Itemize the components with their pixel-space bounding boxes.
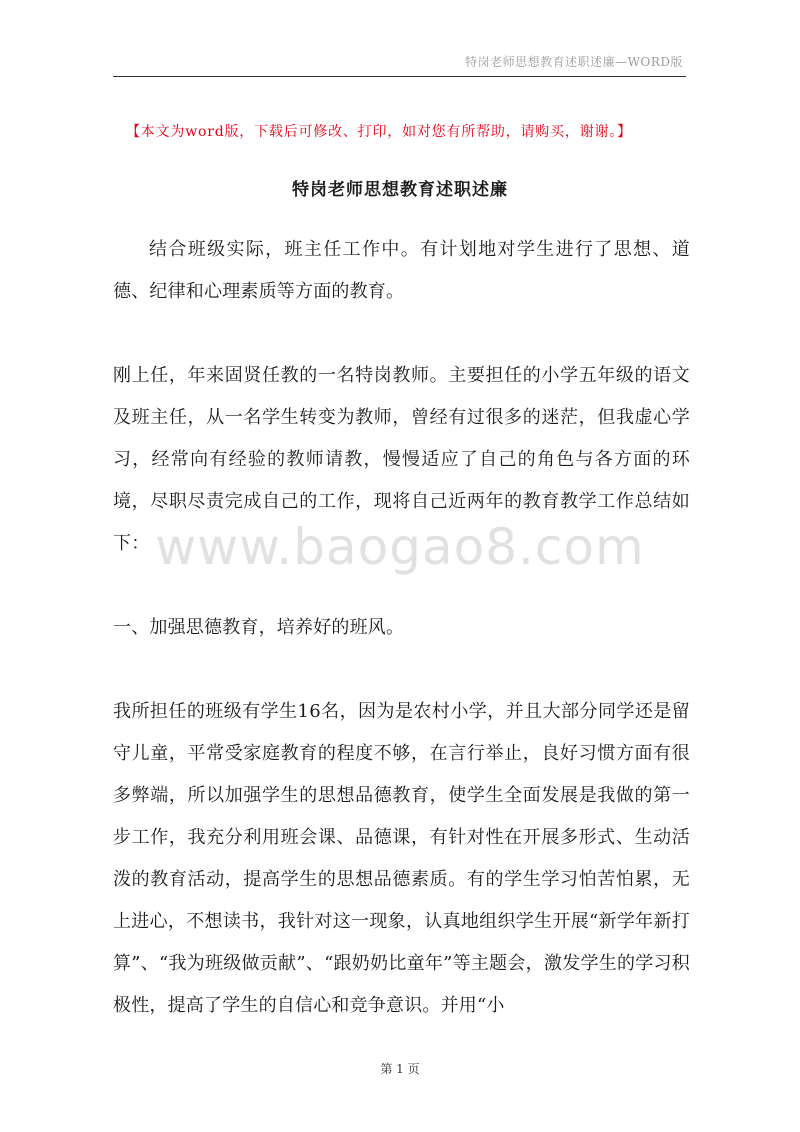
section-heading-1: 一、加强思德教育，培养好的班风。 xyxy=(113,617,405,638)
header-divider xyxy=(113,76,686,77)
purchase-notice: 【本文为word版，下载后可修改、打印，如对您有所帮助，请购买，谢谢。】 xyxy=(126,124,632,140)
site-watermark: www.baogao8.com xyxy=(155,518,645,576)
paragraph-intro: 结合班级实际，班主任工作中。有计划地对学生进行了思想、道德、纪律和心理素质等方面的教育。 xyxy=(113,239,690,302)
paragraph-class-situation: 我所担任的班级有学生16名，因为是农村小学，并且大部分同学还是留守儿童，平常受家庭教育的程度不够，在言行举止，良好习惯方面有很多弊端，所以加强学生的思想品德教育，使学生全面发展是我做的第一步工作，我充分利用班会课、品德课，有针对性在开展多形式、生动活泼的教育活动，提高学生的思想品德素质。有的学生学习怕苦怕累，无上进心，不想读书，我针对这一现象，认真地组织学生开展“新学年新打算”、“我为班级做贡献”、“跟奶奶比童年”等主题会，激发学生的学习积极性，提高了学生的自信心和竞争意识。并用“小 xyxy=(113,701,690,1016)
document-title: 特岗老师思想教育述职述廉 xyxy=(292,180,508,200)
running-header: 特岗老师思想教育述职述廉—WORD版 xyxy=(465,55,683,69)
paragraph-background: 刚上任，年来固贤任教的一名特岗教师。主要担任的小学五年级的语文及班主任，从一名学生转变为教师，曾经有过很多的迷茫，但我虚心学习，经常向有经验的教师请教，慢慢适应了自己的角色与各方面的环境，尽职尽责完成自己的工作，现将自己近两年的教育教学工作总结如下： xyxy=(113,365,690,554)
page-number: 第 1 页 xyxy=(380,1062,420,1076)
